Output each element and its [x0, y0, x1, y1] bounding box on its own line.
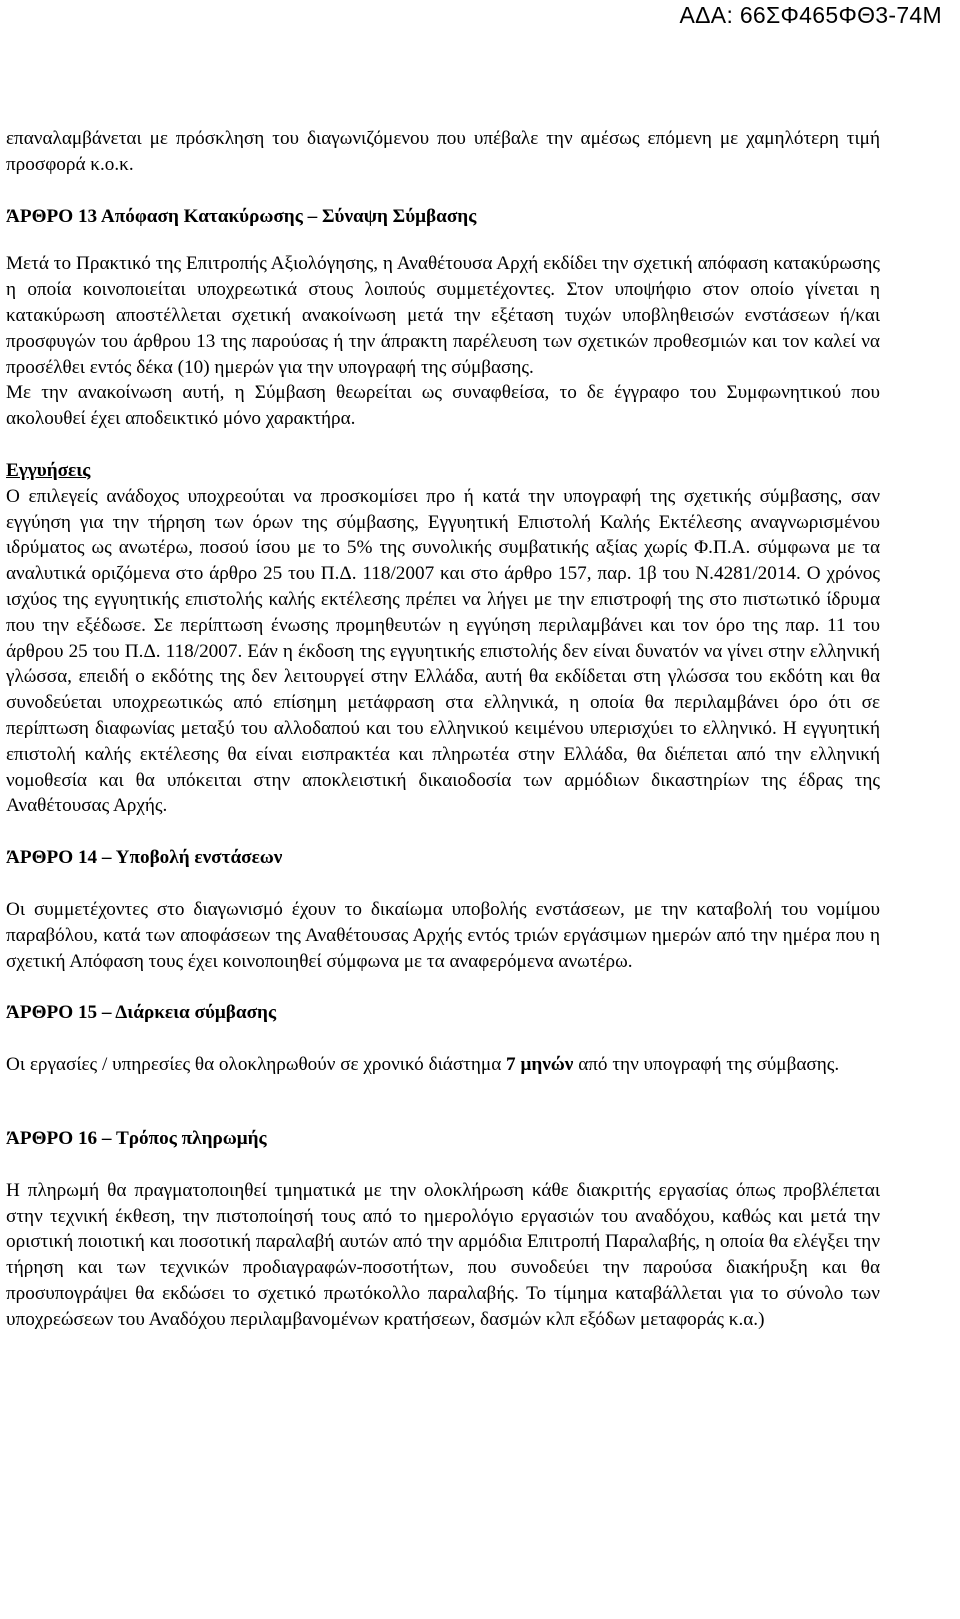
article-16-paragraph: Η πληρωμή θα πραγματοποιηθεί τμηματικά με την ολοκλήρωση κάθε διακριτής εργασίας όπως προβλέπεται στην τεχνική έκθεση, την πιστοποίησή τους από το ημερολόγιο εργασιών του αναδόχου, καθώς και μετά την οριστική ποιοτική και ποσοτική παραλαβή αυτών από την αρμόδια Επιτροπή Παραλαβής, η οποία θα ελέγξει την τήρηση και των τεχνικών προδιαγραφών-ποσοτήτων, που συνοδεύει την παρούσα διακήρυξη και θα προσυπογράψει θα εκδώσει το σχετικό πρωτόκολλο παραλαβής. Το τίμημα καταβάλλεται για το σύνολο των υποχρεώσεων του Αναδόχου περιλαμβανομένων κρατήσεων, δασμών κλπ εξόδων μεταφοράς κ.α.) [6, 1179, 880, 1330]
article-15-heading: ΆΡΘΡΟ 15 – Διάρκεια σύμβασης [6, 1002, 277, 1024]
article-15-text-before: Οι εργασίες / υπηρεσίες θα ολοκληρωθούν σε χρονικό διάστημα [6, 1054, 507, 1076]
article-14-paragraph: Οι συμμετέχοντες στο διαγωνισμό έχουν το δικαίωμα υποβολής ενστάσεων, με την καταβολή του νομίμου παραβόλου, κατά των αποφάσεων της Αναθέτουσας Αρχής εντός τριών εργάσιμων ημερών από την ημέρα που η σχετική Απόφαση τους έχει κοινοποιηθεί σύμφωνα με τα αναφερόμενα ανωτέρω. [6, 898, 880, 972]
intro-paragraph: επαναλαμβάνεται με πρόσκληση του διαγωνιζόμενου που υπέβαλε την αμέσως επόμενη με χαμηλότερη τιμή προσφορά κ.ο.κ. [6, 128, 880, 175]
guarantees-heading: Εγγυήσεις [6, 459, 91, 481]
document-body [6, 126, 880, 1332]
article-15-duration: 7 μηνών [506, 1054, 574, 1076]
article-14-heading: ΆΡΘΡΟ 14 – Υποβολή ενστάσεων [6, 847, 283, 869]
article-13-heading: ΆΡΘΡΟ 13 Απόφαση Κατακύρωσης – Σύναψη Σύμβασης [6, 205, 477, 227]
article-13-paragraph-1: Μετά το Πρακτικό της Επιτροπής Αξιολόγησης, η Αναθέτουσα Αρχή εκδίδει την σχετική απόφαση κατακύρωσης η οποία κοινοποιείται υποχρεωτικά στους λοιπούς συμμετέχοντες. Στον υποψήφιο στον οποίο γίνεται η κατακύρωση αποστέλλεται σχετική ανακοίνωση μετά την εξέταση τυχών υποβληθεισών ενστάσεων ή/και προσφυγών του άρθρου 13 της παρούσας ή την άπρακτη παρέλευση των σχετικών προθεσμιών και τον καλεί να προσέλθει εντός δέκα (10) ημερών για την υπογραφή της σύμβασης. [6, 253, 880, 378]
guarantees-paragraph: Ο επιλεγείς ανάδοχος υποχρεούται να προσκομίσει προ ή κατά την υπογραφή της σχετικής σύμβασης, σαν εγγύηση για την τήρηση των όρων της σύμβασης, Εγγυητική Επιστολή Καλής Εκτέλεσης αναγνωρισμένου ιδρύματος ως ανωτέρω, ποσού ίσου με το 5% της συνολικής συμβατικής αξίας χωρίς Φ.Π.Α. σύμφωνα με τα αναλυτικά οριζόμενα στο άρθρο 25 του Π.Δ. 118/2007 και στο άρθρο 157, παρ. 1β του Ν.4281/2014. Ο χρόνος ισχύος της εγγυητικής επιστολής καλής εκτέλεσης πρέπει να λήγει με την επιστροφή της στο πιστωτικό ίδρυμα που την εξέδωσε. Σε περίπτωση ένωσης προμηθευτών η εγγύηση περιλαμβάνει και τον όρο της παρ. 11 του άρθρου 25 του Π.Δ. 118/2007. Εάν η έκδοση της εγγυητικής επιστολής δεν είναι δυνατόν να γίνει στην ελληνική γλώσσα, επειδή ο εκδότης της δεν λειτουργεί στην Ελλάδα, αυτή θα εκδίδεται στη γλώσσα του εκδότη και θα συνοδεύεται υποχρεωτικώς από επίσημη μετάφραση στα ελληνικά, η οποία θα περιλαμβάνει όρο ότι σε περίπτωση διαφωνίας μεταξύ του αλλοδαπού και του ελληνικού κειμένου υπερισχύει το ελληνικό. Η εγγυητική επιστολή καλής εκτέλεσης θα είναι εισπρακτέα και πληρωτέα στην Ελλάδα, θα διέπεται από την ελληνική νομοθεσία και θα υπόκειται στην αποκλειστική δικαιοδοσία των αρμόδιων δικαστηρίων της έδρας της Αναθέτουσας Αρχής. [6, 485, 880, 817]
ada-code: ΑΔΑ: 66ΣΦ465ΦΘ3-74Μ [679, 2, 942, 28]
article-15-text-after: από την υπογραφή της σύμβασης. [573, 1054, 840, 1076]
article-16-heading: ΆΡΘΡΟ 16 – Τρόπος πληρωμής [6, 1127, 267, 1149]
article-13-paragraph-2: Με την ανακοίνωση αυτή, η Σύμβαση θεωρείται ως συναφθείσα, το δε έγγραφο του Συμφωνητικού που ακολουθεί έχει αποδεικτικό μόνο χαρακτήρα. [6, 382, 880, 430]
article-15-paragraph [6, 1052, 880, 1078]
